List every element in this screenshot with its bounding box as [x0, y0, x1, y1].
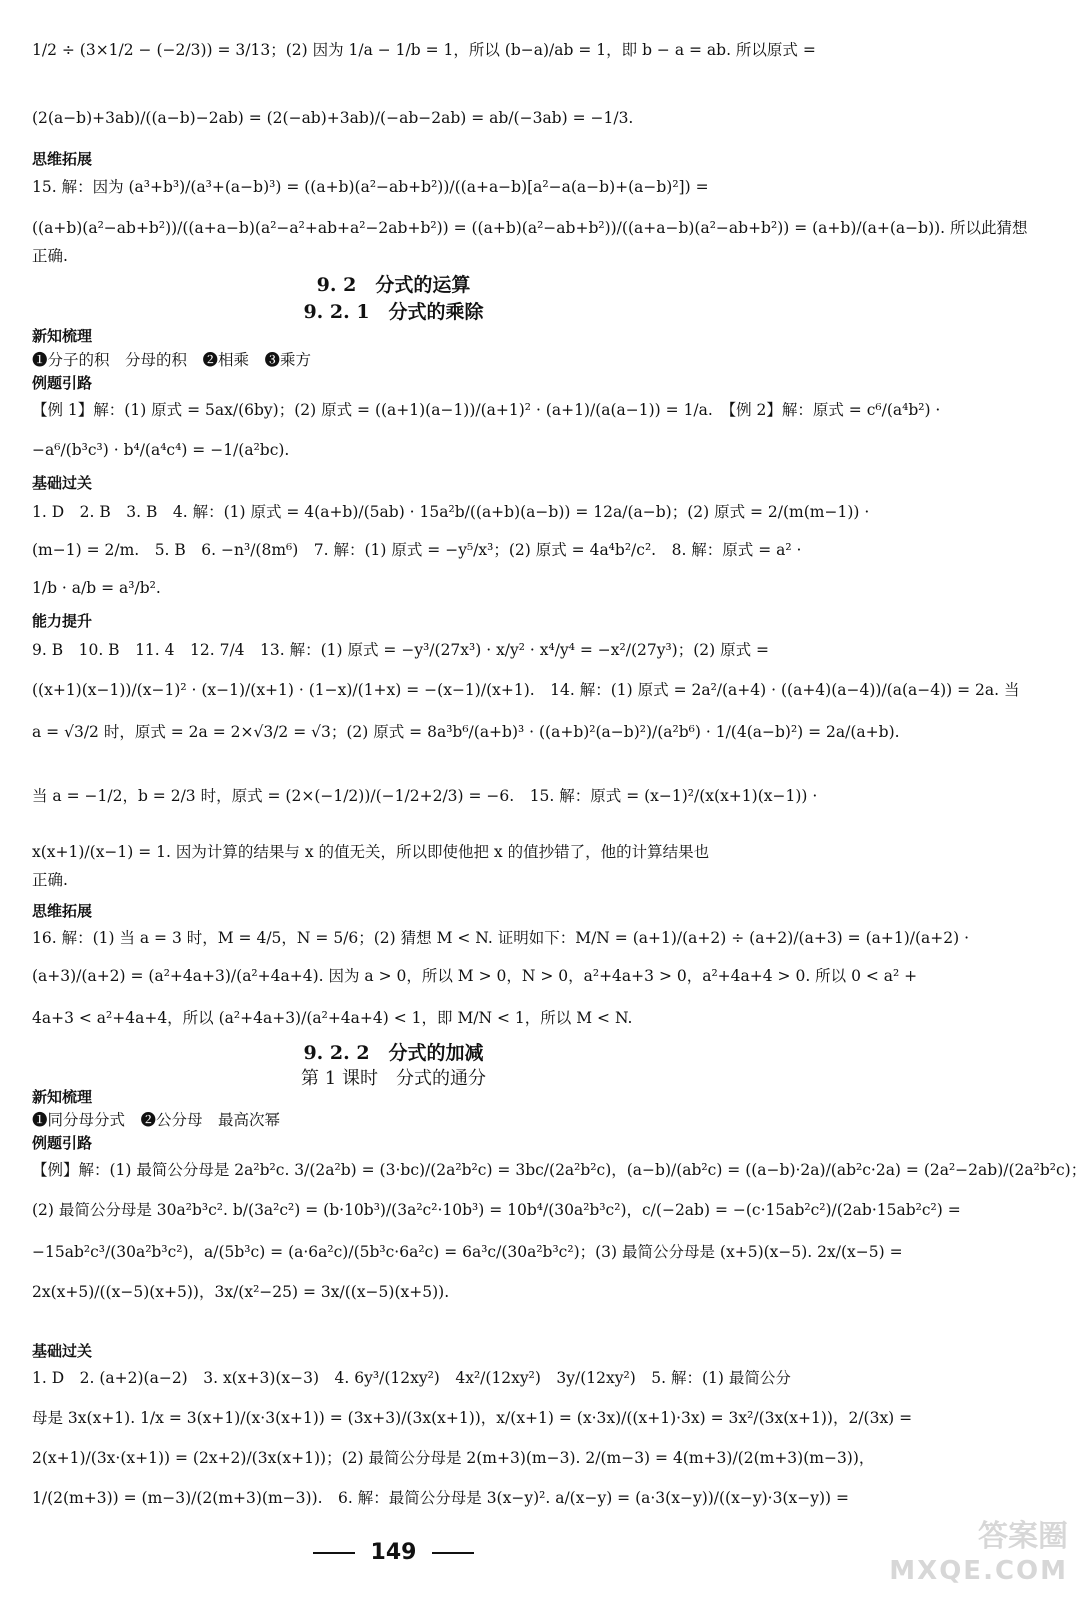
subsection-label: 例题引路	[32, 1134, 93, 1152]
lesson-title: 第 1 课时 分式的通分	[301, 1068, 486, 1089]
text-line: 16. 解：(1) 当 a = 3 时，M = 4/5，N = 5/6；(2) 猜想 M < N. 证明如下：M/N = (a+1)/(a+2) ÷ (a+2)/(a+3) = (a+1)/(a+2) ·	[32, 929, 970, 947]
section-heading: 9. 2. 1 分式的乘除	[303, 301, 484, 323]
text-line: ❶分子的积 分母的积 ❷相乘 ❸乘方	[32, 351, 312, 369]
text-line: ((a+b)(a²−ab+b²))/((a+a−b)(a²−a²+ab+a²−2ab+b²)) = ((a+b)(a²−ab+b²))/((a+a−b)(a²−ab+b²)) = (a+b)/(a+(a−b)). 所以此猜想	[32, 219, 1028, 237]
section-heading: 9. 2 分式的运算	[316, 274, 471, 296]
text-line: 正确.	[32, 871, 68, 889]
text-line: 1. D 2. (a+2)(a−2) 3. x(x+3)(x−3) 4. 6y³/(12xy²) 4x²/(12xy²) 3y/(12xy²) 5. 解：(1) 最简公分	[32, 1369, 791, 1387]
text-line: 当 a = −1/2，b = 2/3 时，原式 = (2×(−1/2))/(−1/2+2/3) = −6. 15. 解：原式 = (x−1)²/(x(x+1)(x−1)) ·	[32, 787, 818, 805]
page-number	[0, 1540, 787, 1565]
subsection-label: 能力提升	[32, 612, 93, 630]
text-line: ❶同分母分式 ❷公分母 最高次幂	[32, 1111, 281, 1129]
page-number-dash-right	[432, 1552, 474, 1554]
page-number-dash-left	[313, 1552, 355, 1554]
text-line: −15ab²c³/(30a²b³c²)，a/(5b³c) = (a·6a²c)/(5b³c·6a²c) = 6a³c/(30a²b³c²)；(3) 最简公分母是 (x+5)(x−5). 2x/(x−5) =	[32, 1243, 903, 1261]
subsection-label: 思维拓展	[32, 150, 93, 168]
text-line: x(x+1)/(x−1) = 1. 因为计算的结果与 x 的值无关，所以即使他把 x 的值抄错了，他的计算结果也	[32, 843, 710, 861]
subsection-label: 基础过关	[32, 474, 93, 492]
text-line: −a⁶/(b³c³) · b⁴/(a⁴c⁴) = −1/(a²bc).	[32, 441, 290, 459]
text-line: (2(a−b)+3ab)/((a−b)−2ab) = (2(−ab)+3ab)/(−ab−2ab) = ab/(−3ab) = −1/3.	[32, 109, 634, 127]
text-line: 1/2 ÷ (3×1/2 − (−2/3)) = 3/13；(2) 因为 1/a − 1/b = 1，所以 (b−a)/ab = 1，即 b − a = ab. 所以原式 =	[32, 41, 816, 59]
subsection-label: 新知梳理	[32, 327, 93, 345]
text-line: (2) 最简公分母是 30a²b³c². b/(3a²c²) = (b·10b³)/(3a²c²·10b³) = 10b⁴/(30a²b³c²)，c/(−2ab) = −(c·15ab²c²)/(2ab·15ab²c²) =	[32, 1201, 961, 1219]
text-line: 正确.	[32, 247, 68, 265]
text-line: 【例】解：(1) 最简公分母是 2a²b²c. 3/(2a²b) = (3·bc)/(2a²b²c) = 3bc/(2a²b²c)，(a−b)/(ab²c) = ((a−b)·2a)/(ab²c·2a) = (2a²−2ab)/(2a²b²c)；	[32, 1161, 1086, 1179]
watermark-text: 答案圈	[978, 1519, 1068, 1554]
text-line: 15. 解：因为 (a³+b³)/(a³+(a−b)³) = ((a+b)(a²−ab+b²))/((a+a−b)[a²−a(a−b)+(a−b)²]) =	[32, 178, 709, 196]
text-line: 1/b · a/b = a³/b².	[32, 579, 161, 597]
watermark-site: MXQE.COM	[889, 1556, 1068, 1586]
text-line: (m−1) = 2/m. 5. B 6. −n³/(8m⁶) 7. 解：(1) 原式 = −y⁵/x³；(2) 原式 = 4a⁴b²/c². 8. 解：原式 = a² ·	[32, 541, 802, 559]
text-line: 2(x+1)/(3x·(x+1)) = (2x+2)/(3x(x+1))；(2) 最简公分母是 2(m+3)(m−3). 2/(m−3) = 4(m+3)/(2(m+3)(m−3))，	[32, 1449, 875, 1467]
page-number-text: 149	[370, 1540, 417, 1565]
text-line: a = √3/2 时，原式 = 2a = 2×√3/2 = √3；(2) 原式 = 8a³b⁶/(a+b)³ · ((a+b)²(a−b)²)/(a²b⁶) · 1/(4(a−b)²) = 2a/(a+b).	[32, 723, 900, 741]
text-line: ((x+1)(x−1))/(x−1)² · (x−1)/(x+1) · (1−x)/(1+x) = −(x−1)/(x+1). 14. 解：(1) 原式 = 2a²/(a+4) · ((a+4)(a−4))/(a(a−4)) = 2a. 当	[32, 681, 1020, 699]
watermark-logo	[808, 1520, 1068, 1590]
section-heading: 9. 2. 2 分式的加减	[303, 1042, 484, 1064]
text-line: (a+3)/(a+2) = (a²+4a+3)/(a²+4a+4). 因为 a > 0，所以 M > 0，N > 0，a²+4a+3 > 0，a²+4a+4 > 0. 所以 0 < a² +	[32, 967, 918, 985]
text-line: 1. D 2. B 3. B 4. 解：(1) 原式 = 4(a+b)/(5ab) · 15a²b/((a+b)(a−b)) = 12a/(a−b)；(2) 原式 = 2/(m(m−1)) ·	[32, 503, 870, 521]
text-line: 4a+3 < a²+4a+4，所以 (a²+4a+3)/(a²+4a+4) < 1，即 M/N < 1，所以 M < N.	[32, 1009, 633, 1027]
text-line: 母是 3x(x+1). 1/x = 3(x+1)/(x·3(x+1)) = (3x+3)/(3x(x+1))，x/(x+1) = (x·3x)/((x+1)·3x) = 3x²/(3x(x+1))，2/(3x) =	[32, 1409, 913, 1427]
subsection-label: 新知梳理	[32, 1088, 93, 1106]
text-line: 9. B 10. B 11. 4 12. 7/4 13. 解：(1) 原式 = −y³/(27x³) · x/y² · x⁴/y⁴ = −x²/(27y³)；(2) 原式 =	[32, 641, 770, 659]
subsection-label: 例题引路	[32, 374, 93, 392]
subsection-label: 思维拓展	[32, 902, 93, 920]
text-line: 1/(2(m+3)) = (m−3)/(2(m+3)(m−3)). 6. 解：最简公分母是 3(x−y)². a/(x−y) = (a·3(x−y))/((x−y)·3(x−y)) =	[32, 1489, 849, 1507]
subsection-label: 基础过关	[32, 1342, 93, 1360]
text-line: 2x(x+5)/((x−5)(x+5))，3x/(x²−25) = 3x/((x−5)(x+5)).	[32, 1283, 450, 1301]
text-line: 【例 1】解：(1) 原式 = 5ax/(6by)；(2) 原式 = ((a+1)(a−1))/(a+1)² · (a+1)/(a(a−1)) = 1/a. 【例 2】解：原式 = c⁶/(a⁴b²) ·	[32, 401, 941, 419]
